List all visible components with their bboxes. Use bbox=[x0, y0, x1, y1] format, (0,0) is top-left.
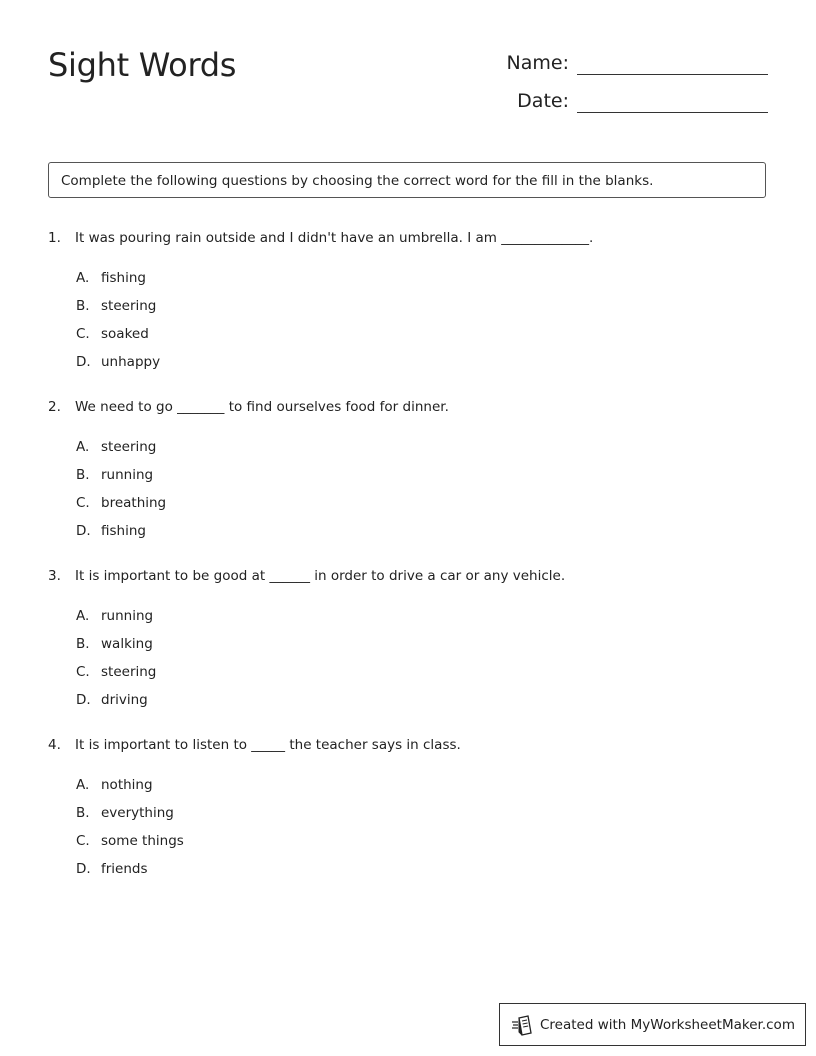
answer-option[interactable] bbox=[76, 602, 768, 630]
question-number: 2. bbox=[48, 399, 61, 415]
option-letter: A. bbox=[76, 608, 90, 624]
worksheet-title: Sight Words bbox=[48, 46, 237, 84]
question-1 bbox=[48, 226, 768, 376]
answer-option[interactable] bbox=[76, 658, 768, 686]
option-text: fishing bbox=[101, 523, 146, 539]
question-number: 4. bbox=[48, 737, 61, 753]
answer-option[interactable] bbox=[76, 320, 768, 348]
option-letter: B. bbox=[76, 298, 90, 314]
option-letter: C. bbox=[76, 664, 90, 680]
option-letter: C. bbox=[76, 833, 90, 849]
footer-text: Created with MyWorksheetMaker.com bbox=[540, 1016, 795, 1033]
answer-option[interactable] bbox=[76, 855, 768, 883]
option-text: unhappy bbox=[101, 354, 161, 370]
answer-option[interactable] bbox=[76, 686, 768, 714]
answer-option[interactable] bbox=[76, 461, 768, 489]
answer-option[interactable] bbox=[76, 827, 768, 855]
question-2 bbox=[48, 395, 768, 545]
question-stem bbox=[48, 395, 768, 419]
date-blank-line[interactable] bbox=[577, 88, 768, 113]
worksheet-maker-logo-icon bbox=[512, 1014, 532, 1036]
option-text: steering bbox=[101, 439, 157, 455]
option-letter: D. bbox=[76, 692, 91, 708]
option-text: driving bbox=[101, 692, 148, 708]
name-field bbox=[489, 50, 768, 75]
answer-option[interactable] bbox=[76, 292, 768, 320]
answer-option[interactable] bbox=[76, 630, 768, 658]
answer-options bbox=[48, 771, 768, 883]
option-letter: A. bbox=[76, 777, 90, 793]
option-text: running bbox=[101, 608, 154, 624]
answer-option[interactable] bbox=[76, 264, 768, 292]
question-3 bbox=[48, 564, 768, 714]
option-text: walking bbox=[101, 636, 153, 652]
option-text: friends bbox=[101, 861, 148, 877]
question-text: It is important to be good at ______ in order to drive a car or any vehicle. bbox=[75, 568, 566, 584]
answer-option[interactable] bbox=[76, 799, 768, 827]
date-field bbox=[489, 88, 768, 113]
date-label: Date: bbox=[517, 90, 569, 112]
answer-options bbox=[48, 602, 768, 714]
option-text: some things bbox=[101, 833, 184, 849]
answer-option[interactable] bbox=[76, 517, 768, 545]
option-letter: D. bbox=[76, 861, 91, 877]
option-text: steering bbox=[101, 298, 157, 314]
option-letter: B. bbox=[76, 467, 90, 483]
option-letter: A. bbox=[76, 439, 90, 455]
option-letter: C. bbox=[76, 326, 90, 342]
question-list bbox=[48, 226, 768, 902]
question-text: It was pouring rain outside and I didn't have an umbrella. I am _____________. bbox=[75, 230, 594, 246]
option-text: breathing bbox=[101, 495, 167, 511]
answer-option[interactable] bbox=[76, 489, 768, 517]
option-text: nothing bbox=[101, 777, 153, 793]
option-text: everything bbox=[101, 805, 174, 821]
name-blank-line[interactable] bbox=[577, 50, 768, 75]
question-4 bbox=[48, 733, 768, 883]
option-text: steering bbox=[101, 664, 157, 680]
answer-option[interactable] bbox=[76, 348, 768, 376]
option-text: fishing bbox=[101, 270, 146, 286]
answer-options bbox=[48, 433, 768, 545]
option-letter: A. bbox=[76, 270, 90, 286]
question-number: 1. bbox=[48, 230, 61, 246]
option-text: running bbox=[101, 467, 154, 483]
question-text: It is important to listen to _____ the teacher says in class. bbox=[75, 737, 461, 753]
name-label: Name: bbox=[506, 52, 569, 74]
question-number: 3. bbox=[48, 568, 61, 584]
answer-option[interactable] bbox=[76, 433, 768, 461]
answer-option[interactable] bbox=[76, 771, 768, 799]
option-letter: D. bbox=[76, 354, 91, 370]
instructions-box: Complete the following questions by choosing the correct word for the fill in the blanks. bbox=[48, 162, 766, 198]
option-letter: D. bbox=[76, 523, 91, 539]
footer-credit[interactable] bbox=[499, 1003, 806, 1046]
question-text: We need to go _______ to find ourselves food for dinner. bbox=[75, 399, 449, 415]
option-letter: B. bbox=[76, 636, 90, 652]
question-stem bbox=[48, 226, 768, 250]
option-letter: B. bbox=[76, 805, 90, 821]
question-stem bbox=[48, 564, 768, 588]
answer-options bbox=[48, 264, 768, 376]
question-stem bbox=[48, 733, 768, 757]
option-letter: C. bbox=[76, 495, 90, 511]
option-text: soaked bbox=[101, 326, 149, 342]
